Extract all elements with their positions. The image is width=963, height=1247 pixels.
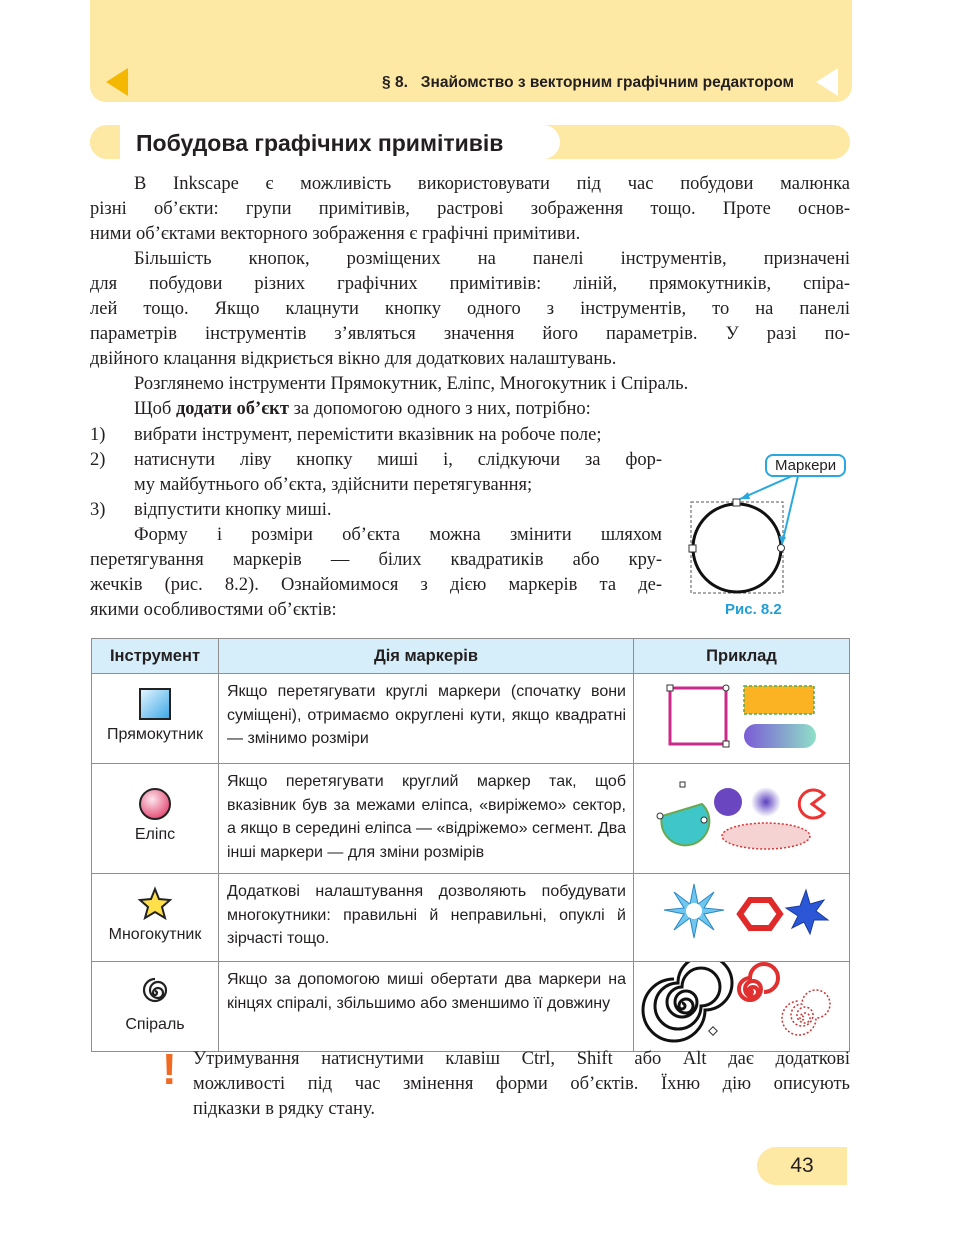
right-arrow-icon	[816, 68, 838, 96]
rectangle-examples	[634, 674, 848, 758]
step-number: 2)	[90, 450, 106, 470]
table-header-row	[92, 639, 850, 674]
left-arrow-icon	[106, 68, 128, 96]
column-header: Дія маркерів	[219, 639, 634, 674]
tools-table	[91, 638, 850, 1052]
text-line: якими особливостями об’єктів:	[90, 600, 337, 620]
text-line: для побудови різних графічних примітивів: ліній, прямокутників, спіра-	[90, 274, 850, 294]
table-row	[92, 874, 850, 962]
marker-description: Додаткові налаштування дозволяють побудувати многокутники: правильні й неправильні, опуклі й зірчасті тощо.	[227, 883, 626, 947]
marker-description: Якщо перетягувати круглий маркер так, щоб вказівник був за межами еліпса, «виріжемо» сектор, а якщо в середині еліпса — «відріжемо» сегмент. Два інші маркери — для зміни розмірів	[227, 773, 626, 861]
star-tool-icon	[136, 886, 174, 922]
text-line: Розглянемо інструменти Прямокутник, Еліпс, Многокутник і Спіраль.	[134, 374, 689, 394]
polygon-examples	[634, 874, 848, 956]
tool-name: Прямокутник	[106, 726, 204, 743]
markers-callout: Маркери	[765, 454, 846, 477]
step-text: відпустити кнопку миші.	[134, 500, 332, 520]
text-line: перетягування маркерів — білих квадратиків або кру-	[90, 550, 662, 570]
tool-name: Еліпс	[134, 826, 176, 843]
text-line: Щоб додати об’єкт за допомогою одного з них, потрібно:	[134, 399, 591, 419]
text-line: лей тощо. Якщо клацнути кнопку одного з інструментів, то на панелі	[90, 299, 850, 319]
column-header: Приклад	[634, 639, 850, 674]
note-line: можливості під час змінення форми об’єктів. Їхню дію описують	[193, 1074, 850, 1094]
step-number: 1)	[90, 425, 106, 445]
spiral-examples	[634, 962, 848, 1046]
table-row	[92, 962, 850, 1052]
step-number: 3)	[90, 500, 106, 520]
ellipse-examples	[634, 764, 848, 868]
text-line: параметрів інструментів з’являться значення його параметрів. У разі по-	[90, 324, 850, 344]
exclamation-icon: !	[162, 1045, 177, 1094]
figure-caption: Рис. 8.2	[725, 601, 782, 618]
text-line: Форму і розміри об’єкта можна змінити шляхом	[134, 525, 662, 545]
section-title: Побудова графічних примітивів	[136, 130, 504, 156]
column-header: Інструмент	[92, 639, 219, 674]
text-line: різні об’єкти: групи примітивів, растрові зображення тощо. Проте основ-	[90, 199, 850, 219]
step-text: му майбутнього об’єкта, здійснити перетягування;	[134, 475, 533, 495]
table-row	[92, 674, 850, 764]
tool-name: Спіраль	[125, 1016, 185, 1033]
marker-description: Якщо перетягувати круглі маркери (спочатку вони суміщені), отримаємо округлені кути, якщо квадратні — змінимо розміри	[227, 683, 626, 747]
text-line: ними об’єктами векторного зображення є графічні примітиви.	[90, 224, 581, 244]
tool-name: Многокутник	[108, 926, 202, 943]
text-line: Більшість кнопок, розміщених на панелі інструментів, призначені	[134, 249, 850, 269]
text-line: В Inkscape є можливість використовувати під час побудови малюнка	[134, 174, 850, 194]
running-title: § 8. Знайомство з векторним графічним редактором	[382, 74, 794, 91]
table-row	[92, 764, 850, 874]
spiral-tool-icon	[136, 974, 174, 1012]
rectangle-tool-icon	[137, 686, 173, 722]
step-text: натиснути ліву кнопку миші і, слідкуючи за фор-	[134, 450, 662, 470]
page-number: 43	[757, 1147, 847, 1185]
text-line: двійного клацання відкриється вікно для додаткових налаштувань.	[90, 349, 617, 369]
ellipse-tool-icon	[137, 786, 173, 822]
page-header	[90, 0, 852, 102]
marker-description: Якщо за допомогою миші обертати два маркери на кінцях спіралі, збільшимо або зменшимо її довжину	[227, 971, 626, 1012]
note-line: підказки в рядку стану.	[193, 1099, 375, 1119]
step-text: вибрати інструмент, перемістити вказівник на робоче поле;	[134, 425, 602, 445]
text-line: жечків (рис. 8.2). Ознайомимося з дією маркерів та де-	[90, 575, 662, 595]
note-line: Утримування натиснутими клавіш Ctrl, Shift або Alt дає додаткові	[193, 1049, 850, 1069]
